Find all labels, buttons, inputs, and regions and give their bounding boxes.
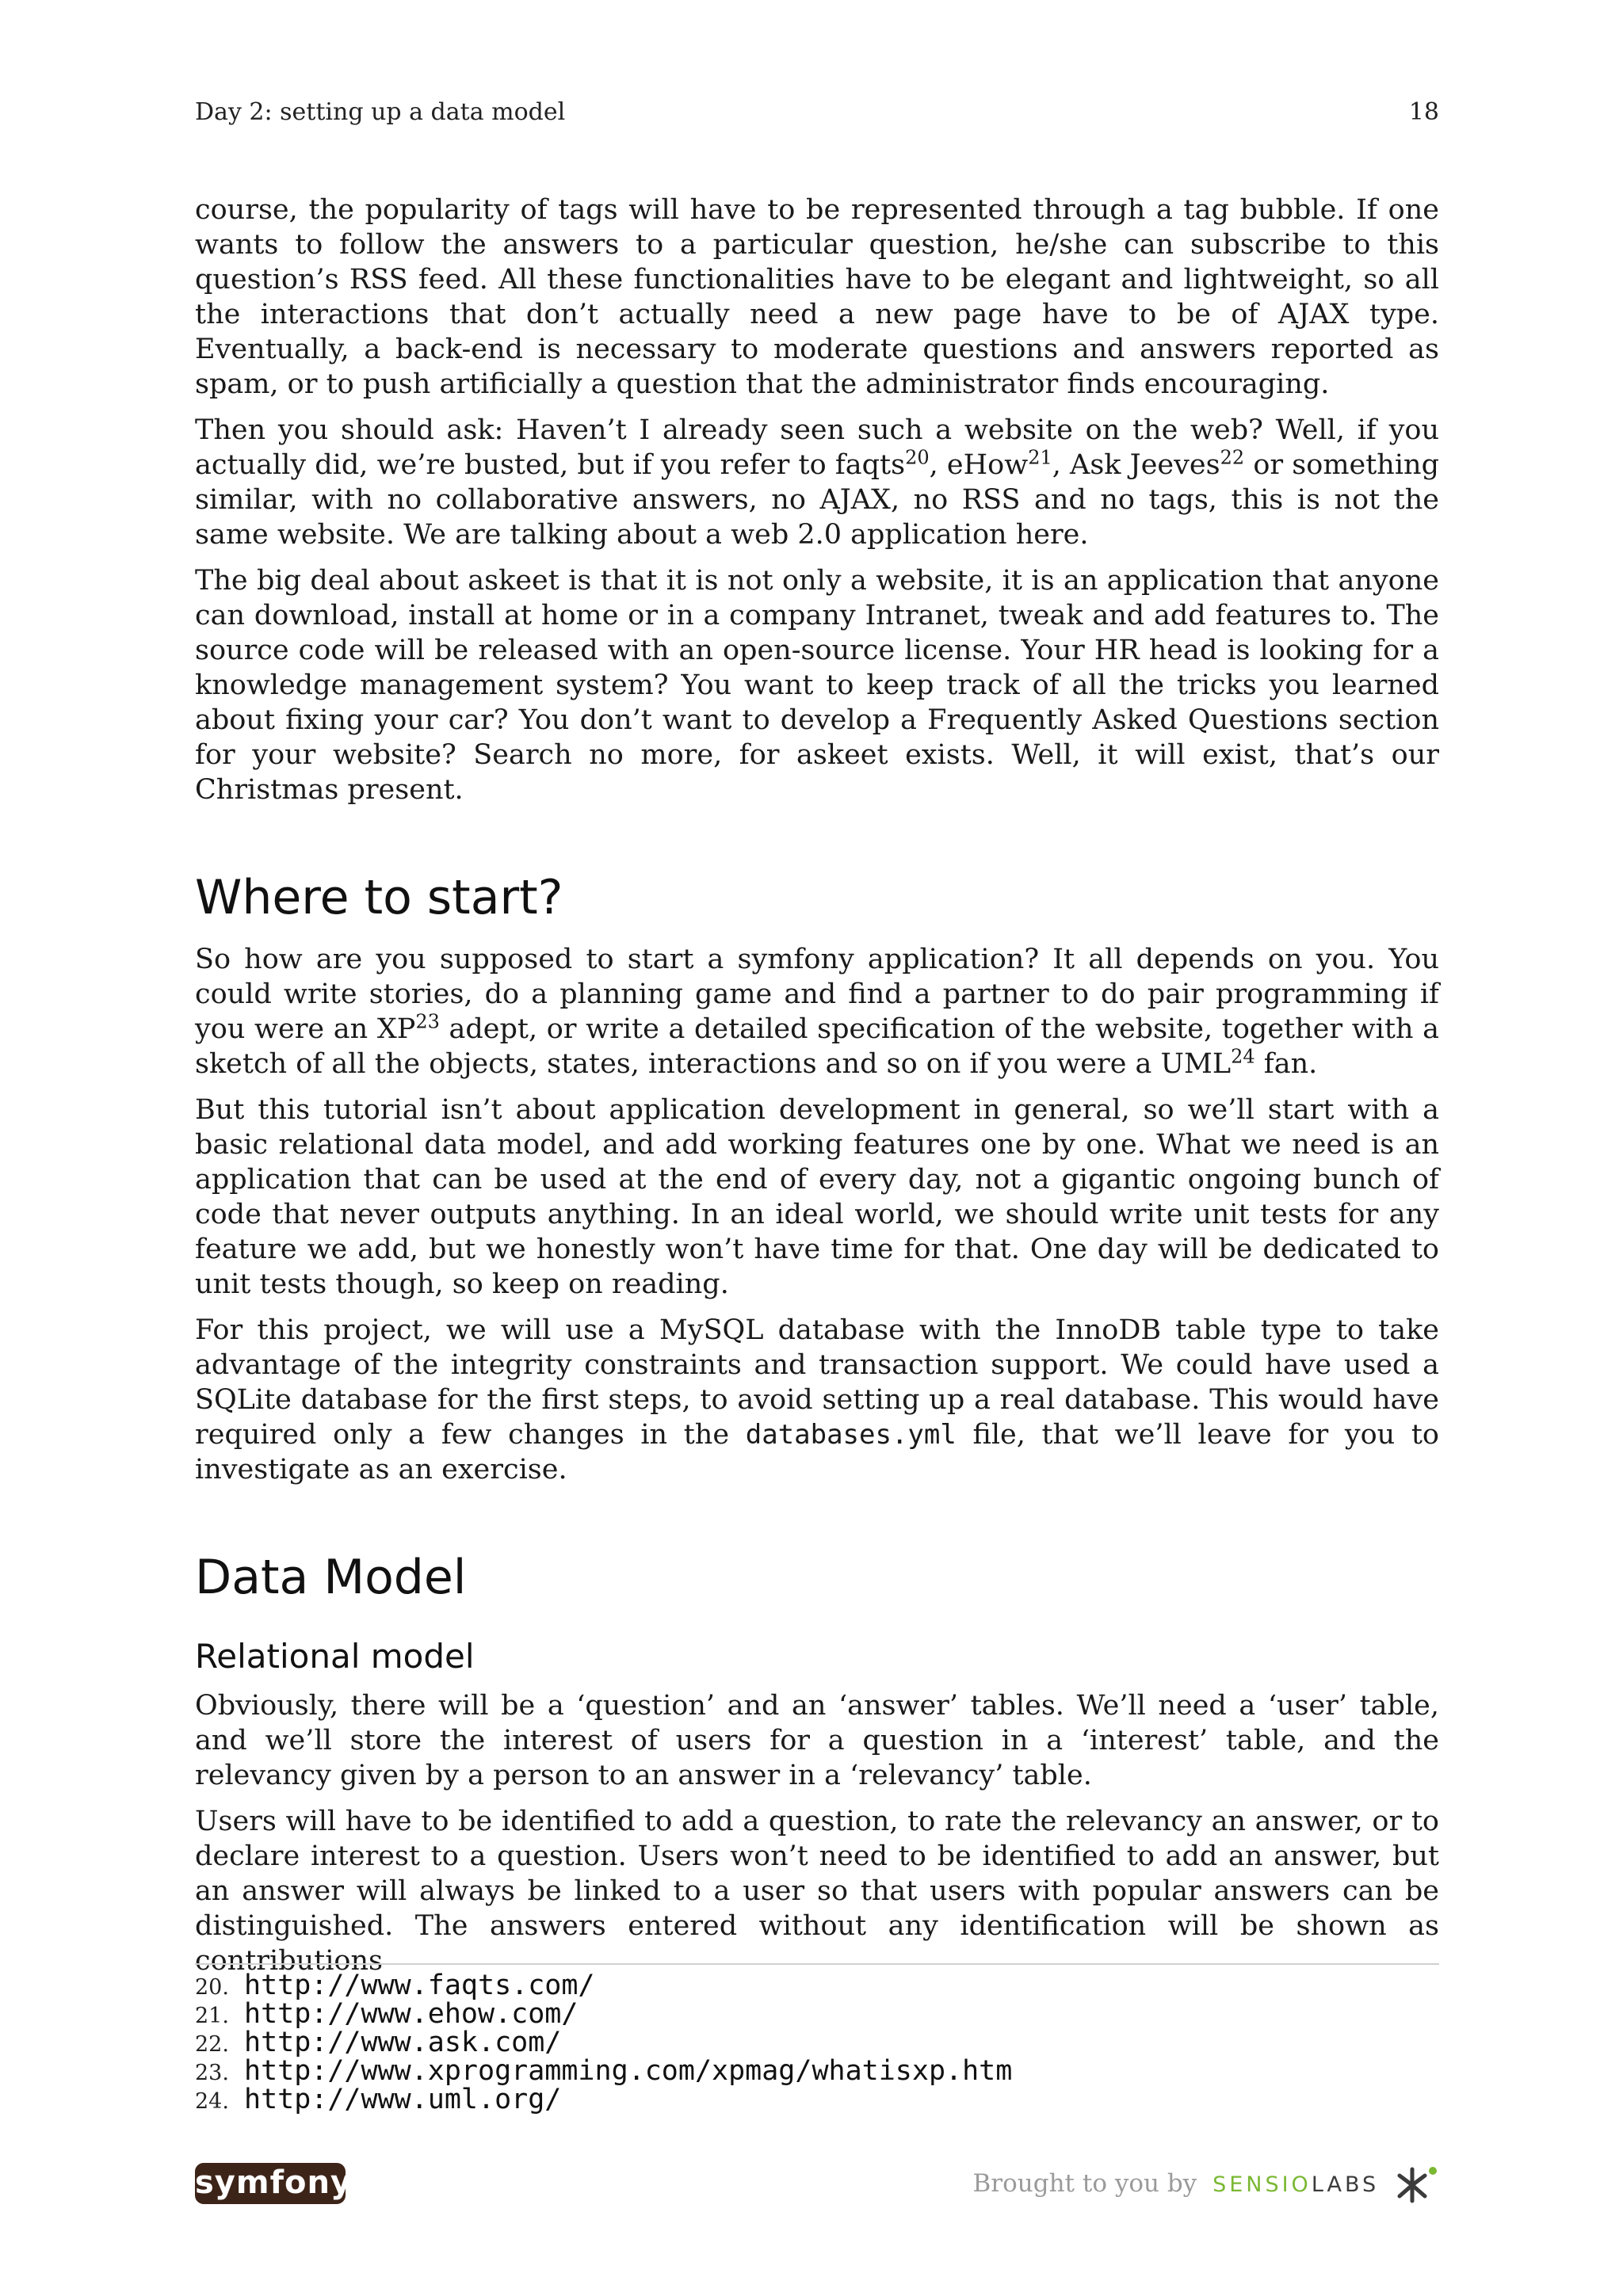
- subsection-heading: Relational model: [195, 1637, 475, 1676]
- footnote-list: [195, 1971, 1439, 2114]
- footnote-item: [195, 2057, 1439, 2085]
- footnote-ref[interactable]: 21: [1028, 446, 1052, 469]
- paragraph: The big deal about askeet is that it is not only a website, it is an application that anyone can download, install at home or in a company Intranet, tweak and add features to. The source code will be released with an open-source license. Your HR head is looking for a knowledge management system? You want to keep track of all the tricks you learned about fixing your car? You don’t want to develop a Frequently Asked Questions section for your website? Search no more, for askeet exists. Well, it will exist, that’s our Christmas present.: [195, 565, 1439, 806]
- paragraph: So how are you supposed to start a symfony application? It all depends on you. You could write stories, do a planning game and find a partner to do pair programming if you were an XP$^{23}$ adept, or write a detailed specification of the website, together with a sketch of all the objects, states, interactions and so on if you were a UML$^{24}$ fan.: [195, 944, 1439, 1080]
- footnote-ref[interactable]: 23: [415, 1010, 440, 1033]
- paragraph: For this project, we will use a MySQL database with the InnoDB table type to take advantage of the integrity constraints and transaction support. We could have used a SQLite database for the first steps, to avoid setting up a real database. This would have required only a few changes in the databases.yml file, that we’ll leave for you to investigate as an exercise.: [195, 1314, 1439, 1486]
- paragraph: But this tutorial isn’t about application development in general, so we’ll start with a basic relational data model, and add working features one by one. What we need is an application that can be used at the end of every day, not a gigantic ongoing bunch of code that never outputs anything. In an ideal world, we should write unit tests for any feature we add, but we honestly won’t have time for that. One day will be dedicated to unit tests though, so keep on reading.: [195, 1094, 1439, 1300]
- footnote-ref[interactable]: 24: [1231, 1045, 1255, 1068]
- brand-sensio: SENSIO: [1212, 2172, 1312, 2197]
- footnote-link[interactable]: http://www.faqts.com/: [244, 1970, 595, 2001]
- brand-labs: LABS: [1311, 2172, 1380, 2197]
- chapter-title: Day 2: setting up a data model: [195, 98, 566, 126]
- footnote-number: 21.: [195, 2004, 229, 2028]
- footnote-link[interactable]: http://www.ask.com/: [244, 2027, 562, 2058]
- footnote-item: [195, 2085, 1439, 2114]
- footnote-item: [195, 2028, 1439, 2057]
- footnote-item: [195, 1971, 1439, 2000]
- paragraph: course, the popularity of tags will have to be represented through a tag bubble. If one wants to follow the answers to a particular question, he/she can subscribe to this question’s RSS feed. All these functionalities have to be elegant and lightweight, so all the interactions that don’t actually need a new page have to be of AJAX type. Eventually, a back-end is necessary to moderate questions and answers reported as spam, or to push artificially a question that the administrator finds encouraging.: [195, 194, 1439, 400]
- footnote-link[interactable]: http://www.ehow.com/: [244, 1998, 579, 2030]
- sensiolabs-star-icon: [1395, 2164, 1439, 2206]
- footnote-number: 23.: [195, 2061, 229, 2085]
- paragraph: Then you should ask: Haven’t I already seen such a website on the web? Well, if you actually did, we’re busted, but if you refer to faqts$^{20}$, eHow$^{21}$, Ask Jeeves$^{22}$ or something similar, with no collaborative answers, no AJAX, no RSS and no tags, this is not the same website. We are talking about a web 2.0 application here.: [195, 414, 1439, 551]
- running-header: [195, 98, 1439, 130]
- symfony-logo: symfony: [195, 2163, 346, 2204]
- paragraph: Obviously, there will be a ‘question’ and an ‘answer’ tables. We’ll need a ‘user’ table, and we’ll store the interest of users for a question in a ‘interest’ table, and the relevancy given by a person to an answer in a ‘relevancy’ table.: [195, 1690, 1439, 1791]
- footnote-number: 22.: [195, 2032, 229, 2057]
- footnote-link[interactable]: http://www.xprogramming.com/xpmag/whatisxp.htm: [244, 2055, 1013, 2087]
- page-number: 18: [1408, 98, 1439, 126]
- footnote-number: 20.: [195, 1975, 229, 2000]
- sensiolabs-wordmark: [1212, 2172, 1379, 2197]
- footnote-number: 24.: [195, 2089, 229, 2114]
- footnote-divider: [195, 1963, 1439, 1965]
- footer-credit: [973, 2163, 1439, 2204]
- footnote-item: [195, 2000, 1439, 2028]
- brought-text: Brought to you by: [972, 2169, 1197, 2198]
- section-heading: Where to start?: [195, 870, 563, 925]
- section-heading: Data Model: [195, 1550, 467, 1605]
- inline-code: databases.yml: [745, 1419, 957, 1451]
- footnote-ref[interactable]: 20: [905, 446, 930, 469]
- footnote-ref[interactable]: 22: [1220, 446, 1245, 469]
- body-text: [195, 193, 1439, 1989]
- paragraph: Users will have to be identified to add a question, to rate the relevancy an answer, or to declare interest to a question. Users won’t need to be identified to add an answer, but an answer will always be linked to a user so that users with popular answers can be distinguished. The answers entered without any identification will be shown as contributions: [195, 1806, 1439, 1977]
- footnote-link[interactable]: http://www.uml.org/: [244, 2084, 562, 2115]
